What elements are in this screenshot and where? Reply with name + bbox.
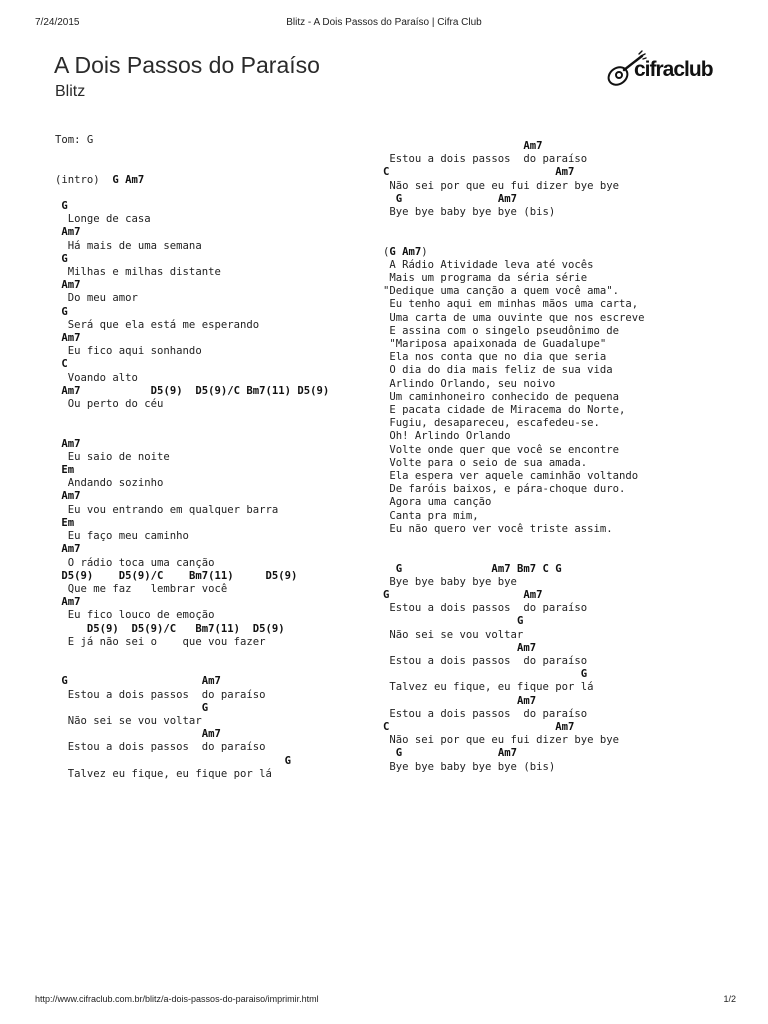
print-date: 7/24/2015 xyxy=(35,17,80,28)
artist-name: Blitz xyxy=(55,83,86,100)
cifraclub-logo xyxy=(604,48,734,92)
logo-text: cifraclub xyxy=(634,58,713,81)
print-page-title: Blitz - A Dois Passos do Paraíso | Cifra Club xyxy=(286,17,482,28)
song-title: A Dois Passos do Paraíso xyxy=(54,52,320,78)
chords-left-column: Tom: G (intro) G Am7 G Longe de casa Am7 Há mais de uma semana G Milhas e milhas distante Am7 Do meu amor G Será que ela está me esperando Am7 Eu fico aqui sonhando C Voando alto Am7 D5(9) D5(9)/C Bm7(11) D5(9) Ou perto do céu Am7 Eu saio de noite Em Andando sozinho Am7 Eu vou entrando em qualquer barra Em Eu faço meu caminho Am7 O rádio toca uma canção D5(9) D5(9)/C Bm7(11) D5(9) Que me faz lembrar você Am7 Eu fico louco de emoção D5(9) D5(9)/C Bm7(11) D5(9) E já não sei o que vou fazer G Am7 Estou a dois passos do paraíso G Não sei se vou voltar Am7 Estou a dois passos do paraíso G Talvez eu fique, eu fique por lá xyxy=(55,134,330,780)
page-number: 1/2 xyxy=(723,994,736,1004)
print-url: http://www.cifraclub.com.br/blitz/a-dois-passos-do-paraiso/imprimir.html xyxy=(35,994,319,1004)
chords-right-column: Am7 Estou a dois passos do paraíso C Am7 Não sei por que eu fui dizer bye bye G Am7 Bye bye baby bye bye (bis) (G Am7) A Rádio Atividade leva até vocês Mais um programa da séria série "Dedique uma canção a quem você ama". Eu tenho aqui em minhas mãos uma carta, Uma carta de uma ouvinte que nos escreve E assina com o singelo pseudônimo de "Mariposa apaixonada de Guadalupe" Ela nos conta que no dia que seria O dia do dia mais feliz de sua vida Arlindo Orlando, seu noivo Um caminhoneiro conhecido de pequena E pacata cidade de Miracema do Norte, Fugiu, desapareceu, escafedeu-se. Oh! Arlindo Orlando Volte onde quer que você se encontre Volte para o seio de sua amada. Ela espera ver aquele caminhão voltando De faróis baixos, e pára-choque duro. Agora uma canção Canta pra mim, Eu não quero ver você triste assim. G Am7 Bm7 C G Bye bye baby bye bye G Am7 Estou a dois passos do paraíso G Não sei se vou voltar Am7 Estou a dois passos do paraíso G Talvez eu fique, eu fique por lá Am7 Estou a dois passos do paraíso C Am7 Não sei por que eu fui dizer bye bye G Am7 Bye bye baby bye bye (bis) xyxy=(383,140,645,773)
